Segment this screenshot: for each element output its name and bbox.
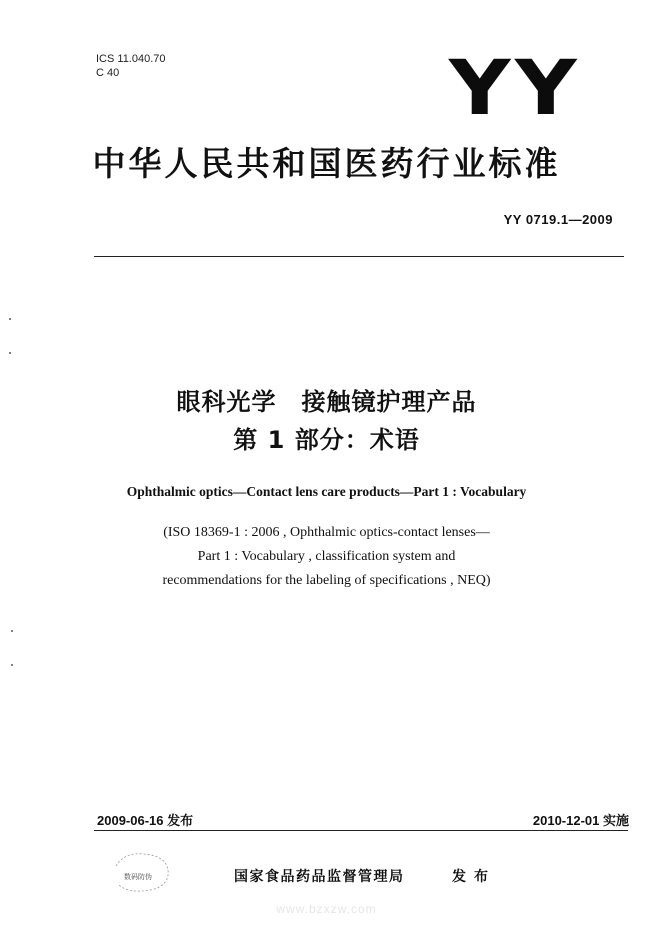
footer-divider — [94, 830, 628, 831]
header-divider — [94, 256, 624, 257]
adoption-statement — [0, 521, 653, 593]
adoption-line: (ISO 18369-1 : 2006 , Ophthalmic optics-contact lenses— — [163, 525, 490, 540]
issue-label: 发布 — [452, 869, 496, 885]
stamp-label: 数码防伪 — [124, 873, 152, 881]
ccs-code: C 40 — [96, 67, 120, 79]
document-title-en: Ophthalmic optics—Contact lens care products—Part 1 : Vocabulary — [126, 484, 527, 499]
publish-date: 2009-06-16 发布 — [97, 813, 194, 828]
scan-speck — [11, 664, 13, 666]
adoption-line: recommendations for the labeling of specifications , NEQ) — [162, 573, 491, 588]
adoption-line: Part 1 : Vocabulary , classification system and — [197, 549, 456, 564]
scan-speck — [9, 318, 11, 320]
standard-title: 中华人民共和国医药行业标准 — [92, 144, 561, 183]
classification-codes — [96, 52, 166, 80]
issuing-authority: 国家食品药品监督管理局 — [234, 869, 405, 885]
document-title-zh-line1: 眼科光学 接触镜护理产品 — [176, 388, 477, 416]
standard-number: YY 0719.1—2009 — [503, 212, 613, 227]
scan-speck — [11, 630, 13, 632]
scan-speck — [9, 352, 11, 354]
implement-date: 2010-12-01 实施 — [532, 813, 629, 828]
yy-logo: YY — [448, 43, 581, 132]
anti-counterfeit-stamp — [110, 848, 174, 894]
watermark: www.bzxzw.com — [276, 902, 377, 916]
ics-code: ICS 11.040.70 — [96, 53, 166, 65]
document-title-zh-line2: 第 1 部分：术语 — [233, 426, 420, 454]
